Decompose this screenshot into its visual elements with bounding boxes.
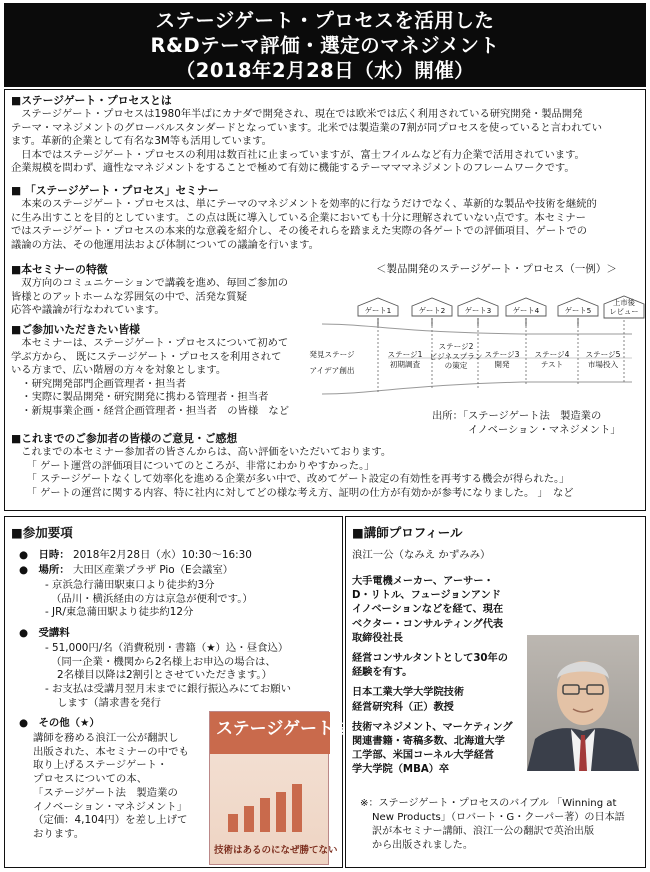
about-heading: ■ステージゲート・プロセスとは — [11, 94, 172, 107]
place-label: ● 場所： — [19, 564, 70, 576]
book-cover-tagline: 技術はあるのになぜ勝てない — [214, 845, 338, 857]
features-line: 皆様とのアットホームな雰囲気の中で、活発な質疑 — [11, 290, 247, 303]
access-line: （品川・横浜経由の方は京急が便利です。） — [51, 592, 253, 605]
seminar-line: 議論の方法、その他運用法および体制についての議論を行います。 — [11, 238, 319, 251]
instructor-career — [352, 575, 530, 778]
fee-line: - 51,000円/名（消費税別・書籍（★）込・昼食込） — [45, 642, 289, 654]
audience-line: ・実際に製品開発・研究開発に携わる管理者・担当者 — [11, 391, 269, 404]
place-value: 大田区産業プラザ Pio（E会議室） — [72, 564, 234, 576]
post-launch-review-label: 上市後 レビュー — [609, 298, 639, 316]
source-line-1: 出所：「ステージゲート法 製造業の — [432, 410, 602, 422]
audience-line: ・研究開発部門企画管理者・担当者 — [11, 377, 187, 390]
voices-line: これまでの本セミナー参加者の皆さんからは、高い評価をいただいております。 — [11, 446, 392, 458]
access-info — [45, 579, 335, 620]
audience-line: 学ぶ方から、 既にステージゲート・プロセスを利用されて — [11, 350, 282, 363]
book-cover-art — [224, 784, 316, 832]
profile-title: ■講師プロフィール — [352, 525, 463, 540]
discovery-stage-label: 発見ステージ — [309, 350, 355, 359]
gate-2-label: ゲート2 — [418, 306, 446, 315]
book-cover-image — [209, 711, 351, 865]
stage-gate-diagram — [309, 262, 644, 452]
voices-line: 「 ゲート運営の評価項目についてのところが、非常にわかりやすかった。」 — [11, 459, 375, 472]
place-row — [19, 564, 339, 578]
idea-generation-label: アイデア創出 — [309, 366, 355, 375]
career-line: 技術マネジメント、マーケティング — [352, 721, 513, 733]
fee-line: （同一企業・機関から2名様上お申込の場合は、 — [51, 655, 276, 668]
voices-heading: ■これまでのご参加者の皆様のご意見・ご感想 — [11, 432, 238, 445]
voices-line: 「 ステージゲートなくして効率化を進める企業が多い中で、改めてゲート設定の有効性を再考する機会が得られた。」 — [11, 473, 570, 486]
gate-5-label: ゲート5 — [564, 306, 592, 315]
fee-label: ● 受講料 — [19, 627, 70, 639]
other-label: ● その他（★） — [19, 717, 100, 729]
title-line-2: R&Dテーマ評価・選定のマネジメント — [150, 34, 500, 57]
career-line: ベクター・コンサルティング代表 — [352, 618, 504, 630]
other-line: プロセスについての本、 — [33, 773, 148, 786]
other-line: （定価：4,104円）を差し上げて — [33, 814, 188, 827]
career-line: 経営コンサルタントとして30年の — [352, 653, 508, 665]
gate-3-label: ゲート3 — [464, 306, 492, 315]
about-line: ます。革新的企業として有名な3M等も活用しています。 — [11, 135, 272, 148]
about-section — [11, 94, 641, 176]
other-line: 出版された、本セミナーの中でも — [33, 745, 189, 758]
stage-1-label: ステージ1 初期調査 — [387, 350, 423, 369]
title-line-1: ステージゲート・プロセスを活用した — [155, 9, 495, 32]
seminar-heading: ■ 「ステージゲート・プロセス」セミナー — [11, 184, 219, 197]
gate-1-label: ゲート1 — [364, 306, 392, 315]
features-line: 応答や議論が行なわれています。 — [11, 304, 165, 317]
date-value: 2018年2月28日（水）10:30～16:30 — [72, 549, 252, 561]
about-line: ステージゲート・プロセスは1980年半ばにカナダで開発され、現在では欧米では広く利用されている研究開発・製品開発 — [11, 108, 583, 120]
other-line: 「ステージゲート法 製造業の — [33, 786, 178, 799]
date-label: ● 日時： — [19, 549, 70, 561]
fee-line: します（請求書を発行 — [57, 696, 161, 709]
diagram-source — [432, 410, 644, 437]
overview-title: ■参加要項 — [11, 525, 73, 540]
profile-note — [360, 797, 644, 853]
audience-line: 本セミナーは、ステージゲート・プロセスについて初めて — [11, 337, 289, 349]
career-line: イノベーションなどを経て、現在 — [352, 604, 504, 616]
fee-line: 2名様目以降は2割引とさせていただきます。） — [57, 669, 273, 682]
voices-line: 「 ゲートの運営に関する内容、特に社内に対してどの様な考え方、証明の仕方が有効かが参考になりました。 」 など — [11, 486, 574, 499]
access-line: - 京浜急行蒲田駅東口より徒歩約3分 — [45, 579, 215, 591]
other-line: 講師を務める浪江一公が翻訳し — [33, 732, 179, 744]
gate-4-label: ゲート4 — [512, 306, 540, 315]
stage-5-label: ステージ5 市場投入 — [585, 350, 621, 369]
page-header — [4, 3, 646, 87]
note-line: 訳が本セミナー講師、浪江一公の翻訳で英治出版 — [372, 826, 595, 837]
features-section — [11, 263, 316, 318]
other-line: イノベーション・マネジメント」 — [33, 800, 188, 813]
audience-line: いる方まで、広い階層の方々を対象とします。 — [11, 364, 227, 377]
seminar-section — [11, 184, 641, 252]
audience-heading: ■ご参加いただきたい皆様 — [11, 323, 140, 336]
career-line: 経営研究科（正）教授 — [352, 701, 454, 713]
note-line: ※：ステージゲート・プロセスのバイブル 「Winning at — [360, 798, 617, 809]
career-line: 工学部、米国コーネル大学経営 — [352, 750, 495, 762]
features-line: 双方向のコミュニケーションで講義を進め、毎回ご参加の — [11, 277, 288, 289]
stage-4-label: ステージ4 テスト — [534, 350, 570, 369]
fee-info — [45, 642, 341, 711]
note-line: から出版されました。 — [372, 840, 473, 851]
career-line: 関連書籍・寄稿多数、北海道大学 — [352, 736, 505, 748]
career-line: 経験を有す。 — [352, 667, 413, 679]
seminar-line: 本来のステージゲート・プロセスは、単にテーマのマネジメントを効率的に行なうだけでなく、革新的な製品や技術を継続的 — [11, 198, 597, 210]
audience-section — [11, 323, 329, 419]
seminar-line: ではステージゲート・プロセスの本来的な意義を紹介し、その後それらを踏まえた実際の各ゲートでの評価項目、ゲートでの — [11, 225, 588, 238]
about-line: 日本ではステージゲート・プロセスの利用は数百社に止まっていますが、富士フイルムなど有力企業で活用されています。 — [11, 148, 585, 161]
about-line: 企業規模を問わず、適性なマネジメントをすることで極めて有効に機能するテーマママネジメントのフレームワークです。 — [11, 162, 575, 175]
career-line: 取締役社長 — [352, 632, 403, 644]
access-line: - JR/東急蒲田駅より徒歩約12分 — [45, 606, 194, 619]
instructor-photo — [527, 635, 639, 771]
seminar-line: に生み出すことを目的としています。この点は既に導入している企業においても十分に理解されていない点です。本セミナー — [11, 211, 586, 224]
instructor-profile-box — [345, 516, 646, 868]
other-info — [33, 732, 209, 842]
career-line: 大手電機メーカー、アーサー・ — [352, 576, 494, 587]
diagram-title: ＜製品開発のステージゲート・プロセス（一例）＞ — [376, 263, 617, 275]
stage-3-label: ステージ3 開発 — [484, 350, 520, 369]
career-line: 学大学院（MBA）卒 — [352, 764, 450, 776]
title-line-3: （2018年2月28日（水）開催） — [175, 59, 475, 82]
overview-box — [4, 516, 351, 868]
career-line: 日本工業大学大学院技術 — [352, 687, 465, 699]
other-line: おります。 — [33, 827, 85, 840]
note-line: New Products」（ロバート・G・クーパー著）の日本語 — [372, 812, 625, 823]
book-cover-title: ステージゲート法 — [216, 719, 351, 739]
other-line: 取り上げるステージゲート・ — [33, 759, 168, 772]
date-row — [19, 549, 339, 563]
instructor-name: 浪江一公（なみえ かずみみ） — [352, 549, 491, 561]
fee-line: - お支払は受講月翌月末までに銀行振込みにてお願い — [45, 683, 292, 696]
stage-2-label: ステージ2 ビジネスプラン の策定 — [429, 342, 483, 370]
source-line-2: イノベーション・マネジメント」 — [468, 423, 621, 436]
career-line: D・リトル、フュージョンアンド — [352, 590, 501, 602]
audience-line: ・新規事業企画・経営企画管理者・担当者 の皆様 など — [11, 404, 290, 417]
about-line: テーマ・マネジメントのグローバルスタンダードとなっています。北米では製造業の7割が同プロセスを使っていると言われてい — [11, 121, 603, 134]
features-heading: ■本セミナーの特徴 — [11, 263, 108, 276]
instructor-portrait — [527, 635, 639, 771]
